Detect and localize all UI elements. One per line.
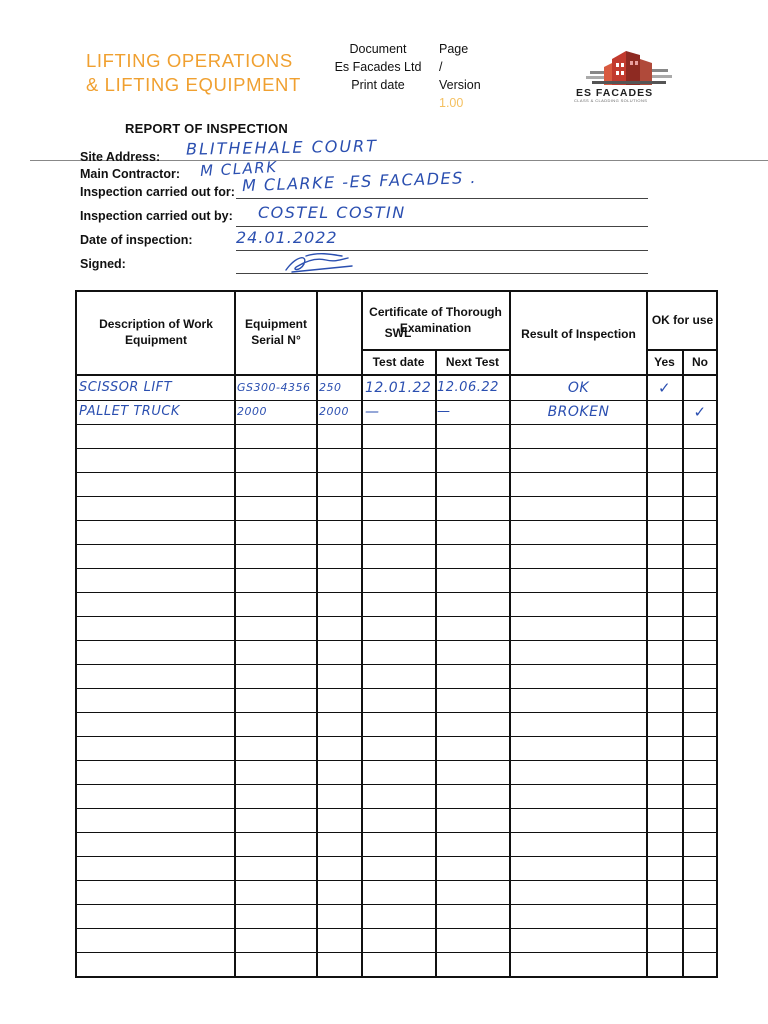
carried-out-by-value: COSTEL COSTIN [258, 203, 406, 222]
inspection-table [75, 290, 718, 978]
row-divider [75, 832, 718, 833]
main-contractor-value: M CLARK [199, 157, 278, 181]
row-divider [75, 592, 718, 593]
form-title [86, 49, 301, 97]
row-divider [75, 568, 718, 569]
cell-result: BROKEN [547, 404, 610, 420]
row-divider [75, 496, 718, 497]
signed-line [236, 273, 648, 274]
col-serial-header: Equipment Serial N° [245, 317, 307, 347]
cell-next-test: — [437, 404, 451, 419]
cell-serial: GS300-4356 [237, 381, 311, 394]
logo-wordmark: ES FACADES [576, 87, 654, 99]
report-heading: REPORT OF INSPECTION [125, 121, 288, 136]
table-border-left [75, 290, 77, 978]
table-border-right [716, 290, 718, 978]
print-date-label: Print date [351, 78, 405, 92]
site-address-value: BLITHEHALE COURT [185, 136, 379, 159]
building-logo-icon [582, 45, 674, 87]
col-yes-header: Yes [654, 355, 675, 369]
document-label: Document [349, 42, 407, 56]
title-line-2: & LIFTING EQUIPMENT [86, 74, 301, 95]
table-border-bottom [75, 976, 718, 978]
row-divider [75, 784, 718, 785]
row-divider [75, 904, 718, 905]
col-result-header: Result of Inspection [521, 327, 636, 341]
page-value: / [439, 60, 443, 74]
cell-no: ✓ [693, 403, 707, 421]
site-address-label: Site Address: [80, 150, 161, 164]
cell-swl: 250 [319, 381, 342, 394]
carried-out-by-line [236, 226, 648, 227]
row-divider [75, 736, 718, 737]
row-divider [75, 688, 718, 689]
col-divider [234, 290, 236, 978]
row-divider [75, 472, 718, 473]
cell-serial: 2000 [237, 405, 267, 418]
cell-swl: 2000 [319, 405, 349, 418]
cell-yes: ✓ [657, 379, 672, 397]
row-divider [75, 712, 718, 713]
company-logo [572, 45, 682, 105]
title-line-1: LIFTING OPERATIONS [86, 50, 293, 71]
row-divider [75, 640, 718, 641]
col-divider [316, 290, 318, 978]
cell-next-test: 12.06.22 [437, 380, 499, 395]
carried-out-for-value: M CLARKE -ES FACADES . [241, 167, 478, 196]
company-name: Es Facades Ltd [334, 60, 422, 74]
cell-test-date: — [365, 404, 380, 420]
row-divider [75, 520, 718, 521]
row-divider [75, 880, 718, 881]
carried-out-for-label: Inspection carried out for: [80, 185, 235, 199]
col-next-test-header: Next Test [445, 355, 500, 369]
row-divider [75, 448, 718, 449]
document-meta [332, 40, 424, 94]
date-value: 24.01.2022 [236, 228, 338, 247]
cell-result: OK [567, 380, 590, 396]
carried-out-for-line [236, 198, 648, 199]
main-contractor-label: Main Contractor: [80, 167, 180, 181]
row-divider [75, 928, 718, 929]
row-divider [75, 664, 718, 665]
logo-tagline: CLASS & CLADDING SOLUTIONS [574, 98, 648, 103]
carried-out-by-label: Inspection carried out by: [80, 209, 233, 223]
row-divider [75, 424, 718, 425]
col-divider [361, 290, 363, 978]
col-ok-header: OK for use [651, 313, 714, 327]
cell-description: PALLET TRUCK [79, 404, 180, 419]
row-divider [75, 616, 718, 617]
col-test-date-header: Test date [372, 355, 425, 369]
page-meta [439, 40, 519, 112]
col-certificate-header: Certificate of Thorough Examination [369, 305, 502, 335]
col-no-header: No [692, 355, 708, 369]
table-border-top [75, 290, 718, 292]
cell-test-date: 12.01.22 [365, 380, 432, 396]
col-swl-header: SWL [384, 326, 412, 340]
version-value: 1.00 [439, 96, 464, 110]
row-divider [75, 856, 718, 857]
row-divider [75, 952, 718, 953]
date-label: Date of inspection: [80, 233, 193, 247]
row-divider [75, 808, 718, 809]
version-label: Version [439, 78, 481, 92]
cell-description: SCISSOR LIFT [79, 380, 173, 395]
row-divider [75, 544, 718, 545]
col-description-header: Description of Work Equipment [99, 317, 213, 347]
row-divider [75, 760, 718, 761]
page-label: Page [439, 42, 469, 56]
signed-label: Signed: [80, 257, 126, 271]
